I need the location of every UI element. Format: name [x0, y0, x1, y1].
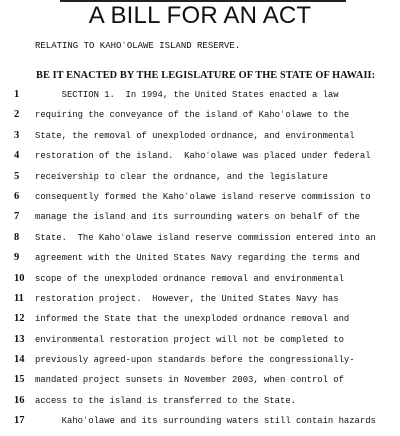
line-text: restoration project. However, the United States Navy has — [35, 293, 339, 304]
bill-title: A BILL FOR AN ACT — [88, 2, 312, 29]
line-text: SECTION 1. In 1994, the United States enacted a law — [35, 90, 339, 100]
relating-clause: RELATING TO KAHOʻOLAWE ISLAND RESERVE. — [35, 41, 241, 51]
line-text: mandated project sunsets in November 2003, when control of — [35, 375, 344, 386]
line-text: environmental restoration project will not be completed to — [35, 334, 344, 345]
line-number: 16 — [14, 394, 25, 406]
line-text: informed the State that the unexploded ordnance removal and — [35, 314, 350, 325]
line-text: State, the removal of unexploded ordnance, and environmental — [35, 130, 355, 141]
line-text: receivership to clear the ordnance, and the legislature — [35, 171, 328, 182]
line-number: 17 — [14, 415, 25, 427]
line-number: 12 — [14, 313, 25, 325]
line-number: 5 — [14, 170, 20, 182]
line-text: manage the island and its surrounding waters on behalf of the — [35, 212, 360, 223]
line-text: access to the island is transferred to the State. — [35, 395, 296, 406]
bill-line — [0, 334, 400, 354]
bill-line — [0, 293, 400, 313]
bill-line — [0, 211, 400, 231]
line-number: 15 — [14, 374, 25, 386]
line-text: restoration of the island. Kahoʻolawe was placed under federal — [35, 151, 371, 162]
bill-line — [0, 415, 400, 435]
line-text: State. The Kahoʻolawe island reserve commission entered into an — [35, 232, 376, 243]
line-text: requiring the conveyance of the island of Kahoʻolawe to the — [35, 110, 350, 121]
line-text: scope of the unexploded ordnance removal and environmental — [35, 273, 344, 284]
line-text: Kahoʻolawe and its surrounding waters still contain hazards — [35, 416, 376, 427]
line-number: 3 — [14, 129, 20, 141]
bill-line — [0, 232, 400, 252]
line-text: agreement with the United States Navy regarding the terms and — [35, 253, 360, 264]
bill-line — [0, 374, 400, 394]
line-number: 4 — [14, 150, 20, 162]
bill-body — [0, 89, 400, 436]
bill-line — [0, 150, 400, 170]
line-number: 11 — [14, 292, 24, 304]
bill-line — [0, 130, 400, 150]
line-text: consequently formed the Kahoʻolawe island reserve commission to — [35, 191, 371, 202]
enacting-clause: BE IT ENACTED BY THE LEGISLATURE OF THE STATE OF HAWAII: — [36, 70, 376, 81]
bill-line — [0, 109, 400, 129]
line-number: 10 — [14, 272, 25, 284]
bill-line — [0, 191, 400, 211]
line-number: 6 — [14, 190, 20, 202]
line-number: 14 — [14, 354, 25, 366]
bill-line — [0, 395, 400, 415]
bill-line — [0, 354, 400, 374]
line-number: 1 — [14, 89, 20, 100]
line-number: 2 — [14, 109, 20, 121]
bill-line — [0, 171, 400, 191]
line-number: 9 — [14, 252, 20, 264]
line-number: 8 — [14, 231, 20, 243]
line-number: 7 — [14, 211, 20, 223]
line-text: previously agreed-upon standards before the congressionally- — [35, 355, 355, 366]
bill-line — [0, 89, 400, 109]
bill-line — [0, 273, 400, 293]
bill-line — [0, 252, 400, 272]
bill-line — [0, 313, 400, 333]
line-number: 13 — [14, 333, 25, 345]
